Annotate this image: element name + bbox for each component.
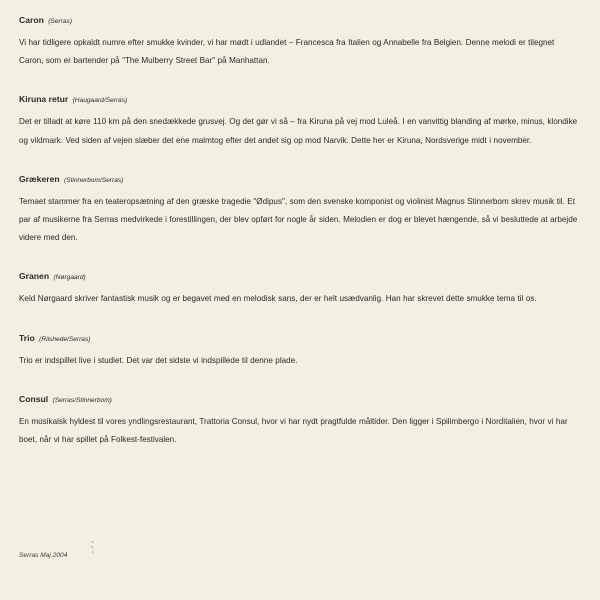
entry-heading — [19, 173, 581, 187]
entry-credit: (Riishede/Serras) — [39, 335, 91, 343]
liner-notes — [19, 14, 581, 472]
entry-title: Granen — [19, 271, 50, 282]
entry-consul — [19, 393, 581, 449]
entry-body: En musikalsk hyldest til vores yndlingsrestaurant, Trattoria Consul, hvor vi har nydt pragtfulde måltider. Den ligger i Spilimbergo i Norditalien, hvor vi har boet, når vi har spillet på Folkest-festivalen. — [19, 416, 568, 445]
entry-kiruna-retur — [19, 93, 581, 149]
entry-heading — [19, 332, 581, 346]
entry-heading — [19, 270, 581, 284]
entry-caron — [19, 14, 581, 70]
entry-title: Grækeren — [19, 173, 60, 184]
entry-granen — [19, 270, 581, 308]
entry-title: Trio — [19, 332, 35, 343]
entry-graekeren — [19, 173, 581, 248]
entry-body: Vi har tidligere opkaldt numre efter smukke kvinder, vi har mødt i udlandet – Francesca fra Italien og Annabelle fra Belgien. Denne melodi er tilegnet Caron, som er bartender på "The Mulberry Street Bar" på Manhattan. — [19, 38, 555, 66]
entry-title: Consul — [19, 393, 49, 404]
entry-body: Keld Nørgaard skriver fantastisk musik og er begavet med en melodisk sans, der er helt usædvanlig. Han har skrevet dette smukke tema til os. — [19, 294, 537, 304]
entry-body: Temaet stammer fra en teateropsætning af den græske tragedie "Ødipus", som den svenske komponist og violinist Magnus Stinnerbom skrev musik til. Et par af musikerne fra Serras medvirkede i forestillingen, der blev opført for nogle år siden. Melodien er dog er blevet hængende, så vi besluttede at arbejde videre med den. — [19, 196, 578, 243]
entry-title: Caron — [19, 15, 44, 25]
entry-title: Kiruna retur — [19, 94, 69, 105]
entry-heading — [19, 93, 581, 107]
entry-credit: (Stinnerbom/Serras) — [64, 176, 124, 184]
entry-trio — [19, 332, 581, 370]
signature: Serras Maj 2004 — [19, 552, 68, 559]
entry-heading — [19, 393, 581, 407]
entry-credit: (Haugaard/Serras) — [72, 97, 128, 105]
entry-credit: (Serras) — [48, 18, 73, 25]
entry-credit: (Nørgaard) — [53, 274, 86, 282]
entry-body: Det er tilladt at køre 110 km på den snedækkede grusvej. Og det gør vi så – fra Kiruna på vej mod Luleå. I en vanvittig blanding af mørke, minus, klondike og vildmark. Ved siden af vejen slæber det ene malmtog efter det andet sig op mod Narvik. Dette her er Kiruna, Nordsverige midt i november. — [19, 117, 578, 145]
print-speck — [90, 540, 95, 556]
entry-credit: (Serras/Stinnerbom) — [52, 396, 112, 404]
entry-heading — [19, 14, 581, 28]
entry-body: Trio er indspillet live i studiet. Det var det sidste vi indspillede til denne plade. — [19, 355, 298, 365]
